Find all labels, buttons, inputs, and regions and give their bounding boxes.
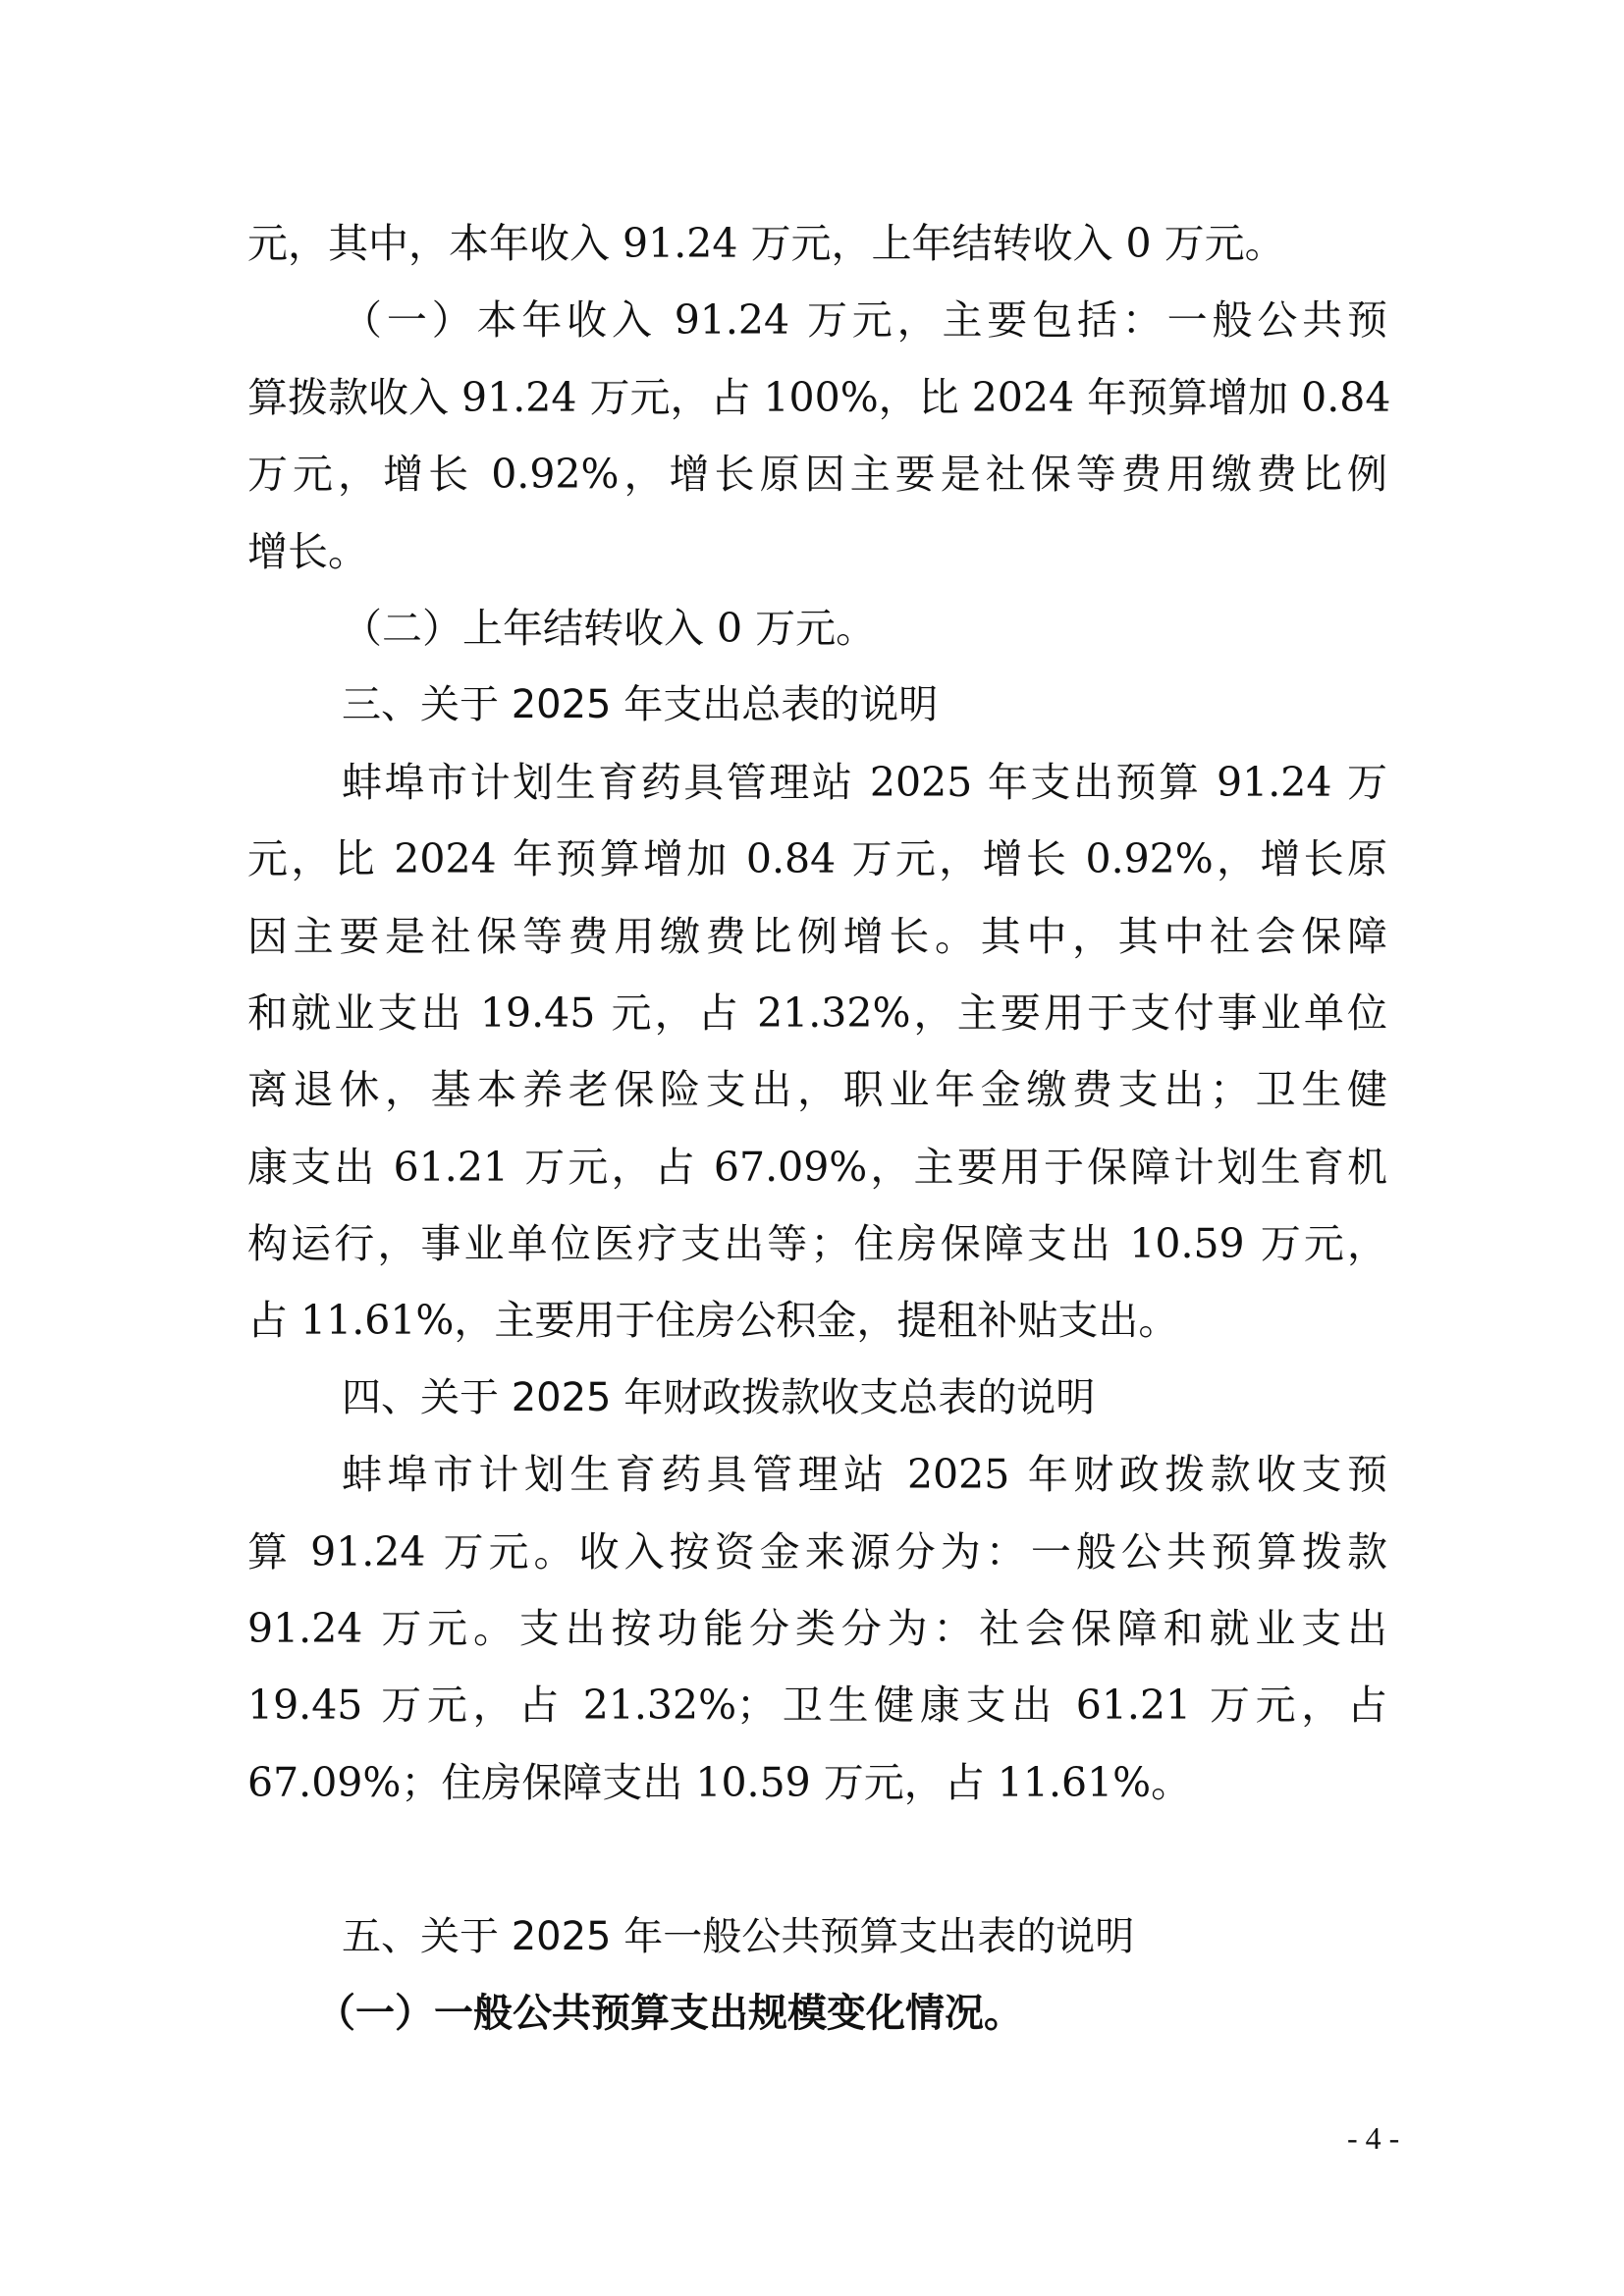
paragraph-line: 67.09%；住房保障支出 10.59 万元，占 11.61%。 (247, 1758, 1192, 1806)
paragraph-line: 91.24 万元。支出按功能分类分为：社会保障和就业支出 (247, 1605, 1387, 1653)
paragraph-line: 万元，增长 0.92%，增长原因主要是社保等费用缴费比例 (247, 451, 1387, 499)
paragraph-line: 19.45 万元，占 21.32%；卫生健康支出 61.21 万元，占 (247, 1682, 1387, 1730)
subsection-heading: （一）一般公共预算支出规模变化情况。 (316, 1990, 1023, 2036)
paragraph-line: 算拨款收入 91.24 万元，占 100%，比 2024 年预算增加 0.84 (247, 373, 1391, 421)
paragraph-line: 占 11.61%，主要用于住房公积金，提租补贴支出。 (247, 1297, 1179, 1345)
paragraph-line: 增长。 (247, 527, 368, 575)
paragraph-line: （二）上年结转收入 0 万元。 (342, 604, 877, 652)
section-heading: 五、关于 2025 年一般公共预算支出表的说明 (342, 1913, 1135, 1959)
paragraph-line: 和就业支出 19.45 元，占 21.32%，主要用于支付事业单位 (247, 988, 1387, 1037)
paragraph-line: 蚌埠市计划生育药具管理站 2025 年财政拨款收支预 (342, 1451, 1387, 1499)
paragraph-line: 元，比 2024 年预算增加 0.84 万元，增长 0.92%，增长原 (247, 835, 1387, 883)
section-heading: 三、关于 2025 年支出总表的说明 (342, 682, 939, 728)
paragraph-line: （一）本年收入 91.24 万元，主要包括：一般公共预 (342, 296, 1387, 345)
paragraph-line: 构运行，事业单位医疗支出等；住房保障支出 10.59 万元， (247, 1220, 1387, 1268)
paragraph-line: 康支出 61.21 万元，占 67.09%，主要用于保障计划生育机 (247, 1143, 1387, 1191)
paragraph-line: 蚌埠市计划生育药具管理站 2025 年支出预算 91.24 万 (342, 758, 1387, 806)
section-heading: 四、关于 2025 年财政拨款收支总表的说明 (342, 1374, 1096, 1420)
paragraph-line: 元，其中，本年收入 91.24 万元，上年结转收入 0 万元。 (247, 220, 1285, 267)
paragraph-line: 算 91.24 万元。收入按资金来源分为：一般公共预算拨款 (247, 1527, 1387, 1575)
document-body (247, 205, 1391, 2052)
page-number: - 4 - (1347, 2120, 1400, 2156)
paragraph-line: 离退休，基本养老保险支出，职业年金缴费支出；卫生健 (247, 1066, 1387, 1114)
spacer (247, 1821, 1387, 1897)
paragraph-line: 因主要是社保等费用缴费比例增长。其中，其中社会保障 (247, 912, 1387, 960)
